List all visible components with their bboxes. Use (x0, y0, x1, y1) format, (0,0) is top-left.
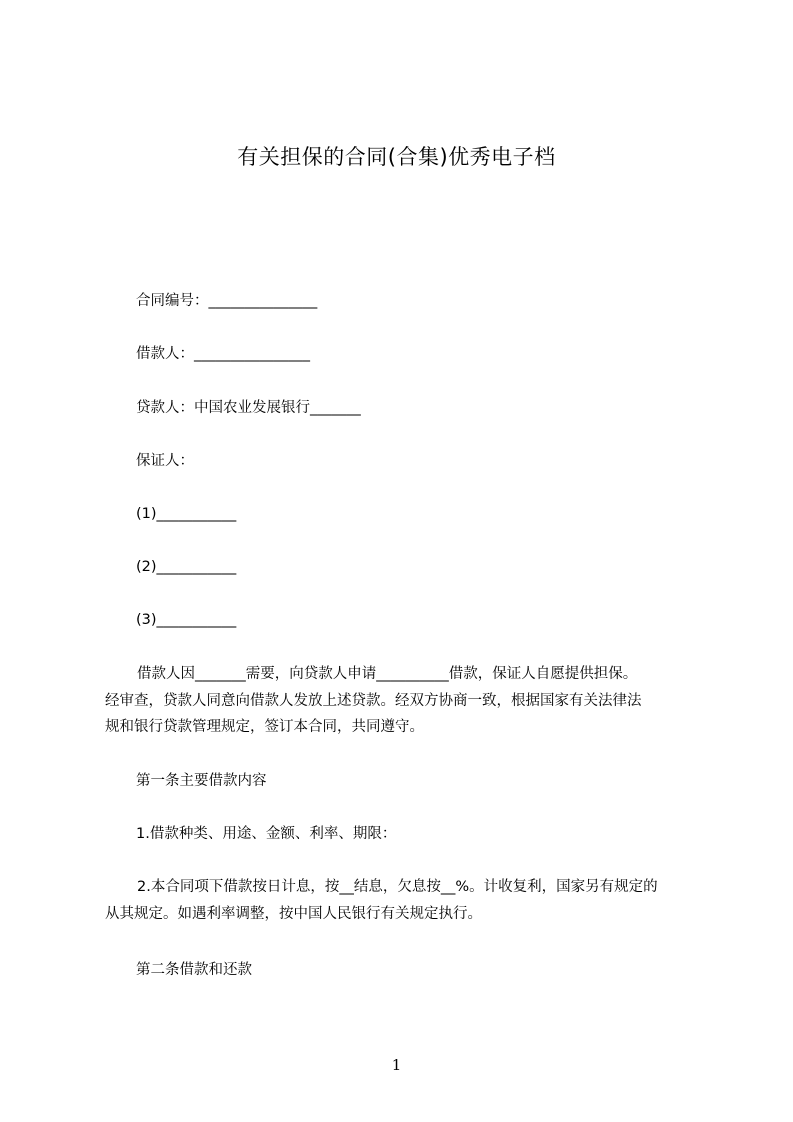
document-title: 有关担保的合同(合集)优秀电子档 (237, 145, 556, 169)
contract-number-field: 合同编号：_______________ (136, 293, 318, 309)
guarantor-1-field: (1)___________ (136, 506, 237, 522)
guarantor-2-field: (2)___________ (136, 559, 237, 575)
article-1-heading: 第一条主要借款内容 (136, 773, 267, 789)
guarantor-label: 保证人： (136, 453, 194, 469)
article-1-item-2-line-1: 2.本合同项下借款按日计息，按__结息，欠息按__%。计收复利，国家另有规定的 (137, 879, 658, 895)
guarantor-3-field: (3)___________ (136, 612, 237, 628)
borrower-field: 借款人：________________ (136, 346, 310, 362)
intro-line-3: 规和银行贷款管理规定，签订本合同，共同遵守。 (105, 719, 424, 735)
article-1-item-1: 1.借款种类、用途、金额、利率、期限： (136, 826, 397, 842)
intro-line-2: 经审查，贷款人同意向借款人发放上述贷款。经双方协商一致，根据国家有关法律法 (105, 692, 642, 709)
intro-line-1: 借款人因_______需要，向贷款人申请__________借款，保证人自愿提供担保。 (137, 666, 638, 682)
article-2-heading: 第二条借款和还款 (136, 962, 252, 978)
article-1-item-2-line-2: 从其规定。如遇利率调整，按中国人民银行有关规定执行。 (105, 905, 482, 922)
article-1-item-2 (105, 874, 705, 927)
page-number: 1 (391, 1056, 402, 1074)
intro-paragraph (105, 661, 705, 741)
lender-field: 贷款人：中国农业发展银行_______ (136, 400, 361, 416)
